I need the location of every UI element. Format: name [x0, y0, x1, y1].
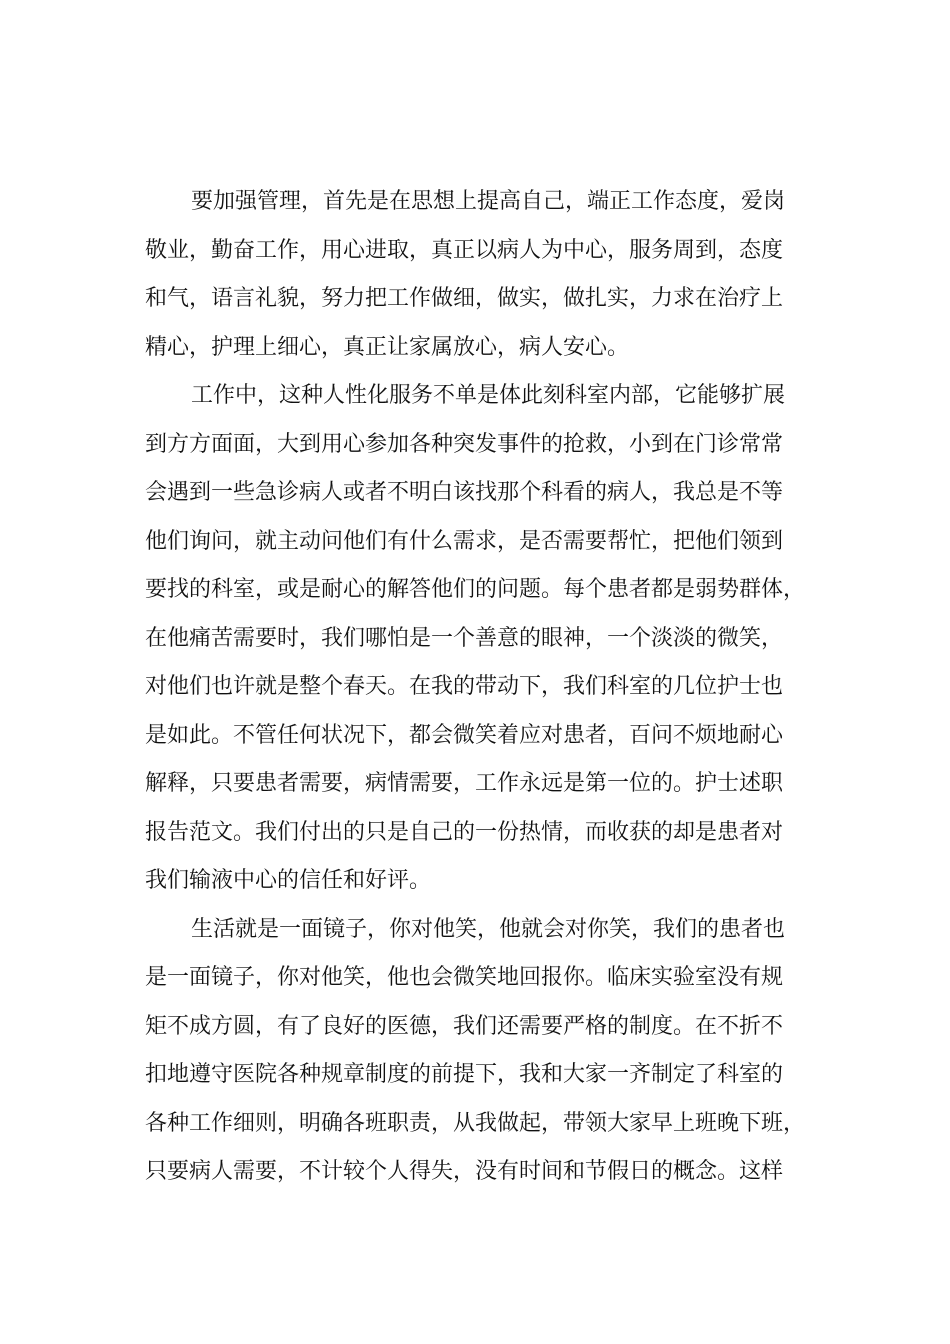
- text-line: 在他痛苦需要时，我们哪怕是一个善意的眼神，一个淡淡的微笑，: [145, 625, 784, 651]
- text-line: 会遇到一些急诊病人或者不明白该找那个科看的病人，我总是不等: [145, 480, 784, 505]
- text-line: 矩不成方圆，有了良好的医德，我们还需要严格的制度。在不折不: [145, 1013, 784, 1039]
- text-line: 是一面镜子，你对他笑，他也会微笑地回报你。临床实验室没有规: [145, 965, 784, 990]
- text-line: 各种工作细则，明确各班职责，从我做起，带领大家早上班晚下班，: [145, 1110, 806, 1136]
- text-line: 和气，语言礼貌，努力把工作做细，做实，做扎实，力求在治疗上: [145, 286, 784, 311]
- paragraph-3: [145, 906, 825, 1197]
- text-line: 生活就是一面镜子，你对他笑，他就会对你笑，我们的患者也: [191, 916, 786, 942]
- paragraph-1: [145, 178, 825, 372]
- text-line: 工作中，这种人性化服务不单是体此刻科室内部，它能够扩展: [191, 383, 786, 408]
- text-line: 是如此。不管任何状况下，都会微笑着应对患者，百问不烦地耐心: [145, 722, 784, 748]
- text-line: 精心，护理上细心，真正让家属放心，病人安心。: [145, 334, 630, 360]
- paragraph-2: [145, 372, 825, 906]
- text-line: 他们询问，就主动问他们有什么需求，是否需要帮忙，把他们领到: [145, 528, 784, 554]
- text-line: 到方方面面，大到用心参加各种突发事件的抢救，小到在门诊常常: [145, 431, 784, 457]
- text-line: 只要病人需要，不计较个人得失，没有时间和节假日的概念。这样: [145, 1159, 784, 1184]
- text-line: 要找的科室，或是耐心的解答他们的问题。每个患者都是弱势群体，: [145, 577, 806, 602]
- text-line: 对他们也许就是整个春天。在我的带动下，我们科室的几位护士也: [145, 674, 784, 699]
- text-line: 解释，只要患者需要，病情需要，工作永远是第一位的。护士述职: [145, 771, 784, 796]
- document-body: [145, 178, 825, 1197]
- text-line: 我们输液中心的信任和好评。: [145, 868, 432, 893]
- text-line: 扣地遵守医院各种规章制度的前提下，我和大家一齐制定了科室的: [145, 1062, 784, 1087]
- text-line: 敬业，勤奋工作，用心进取，真正以病人为中心，服务周到，态度: [145, 237, 784, 263]
- text-line: 报告范文。我们付出的只是自己的一份热情，而收获的却是患者对: [145, 819, 784, 845]
- text-line: 要加强管理，首先是在思想上提高自己，端正工作态度，爱岗: [191, 189, 786, 214]
